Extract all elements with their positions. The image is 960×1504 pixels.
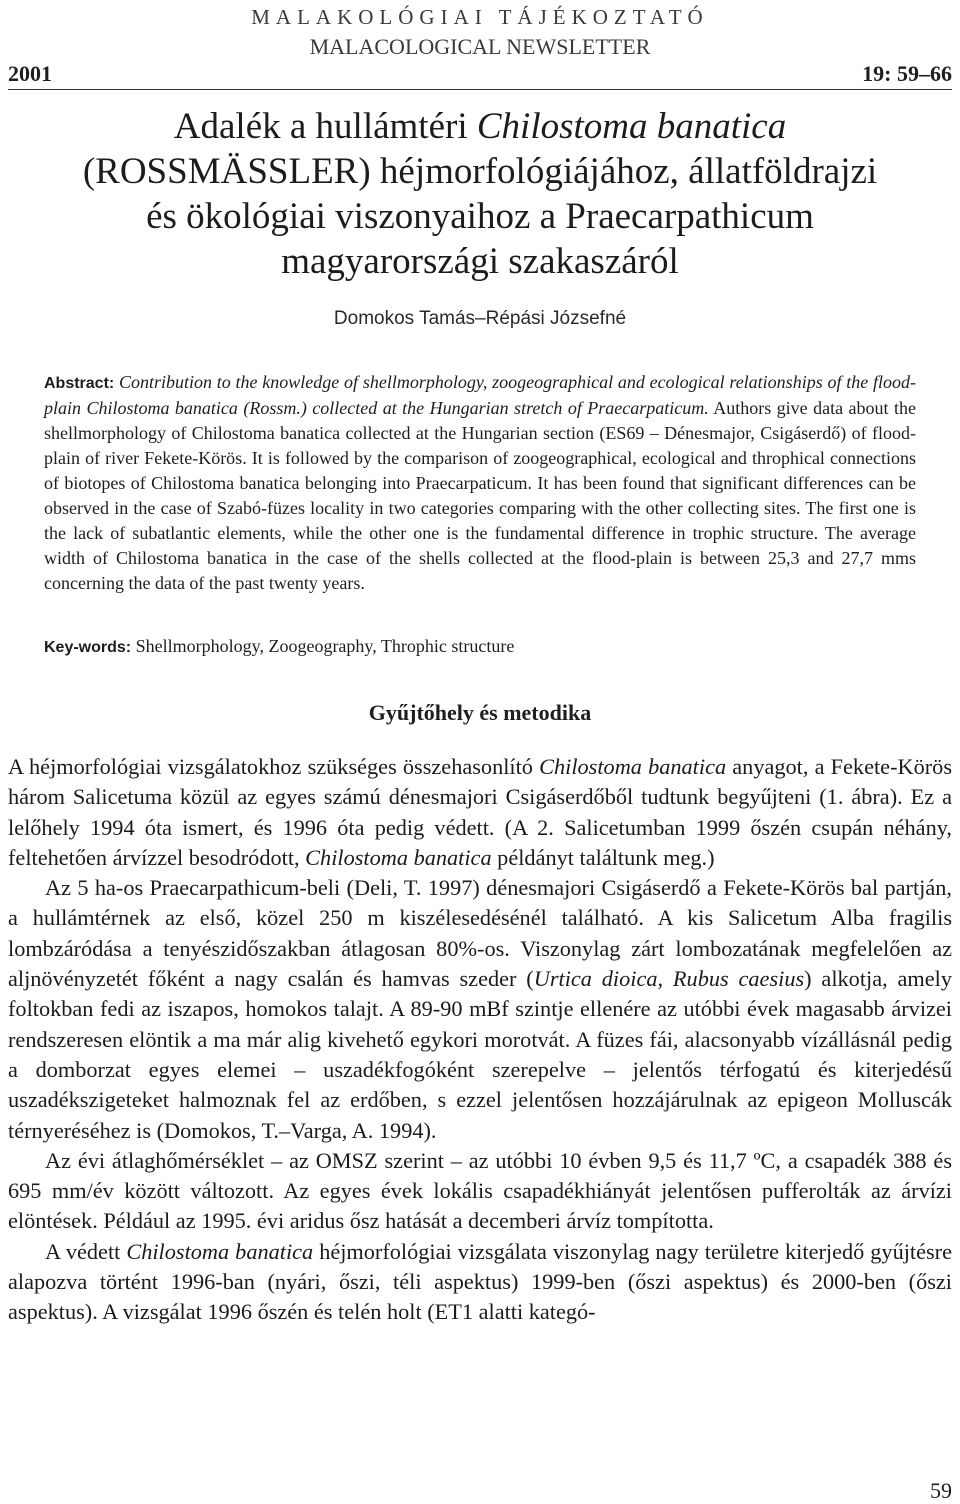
body-text bbox=[8, 752, 952, 1328]
p1-species-1: Chilostoma banatica bbox=[539, 754, 727, 779]
p1-text-c: példányt találtunk meg.) bbox=[491, 844, 715, 870]
keywords bbox=[44, 634, 916, 660]
p1-text-a: A héjmorfológiai vizsgálatokhoz szükséges összehasonlító bbox=[8, 754, 540, 779]
paragraph-4 bbox=[8, 1237, 952, 1328]
issue-year: 2001 bbox=[8, 61, 52, 86]
title-line-1 bbox=[0, 104, 960, 149]
title-line-1-text: Adalék a hullámtéri bbox=[173, 106, 477, 147]
section-heading: Gyűjtőhely és metodika bbox=[368, 700, 592, 725]
p1-species-2: Chilostoma banatica bbox=[305, 844, 492, 870]
title-species: Chilostoma banatica bbox=[476, 106, 787, 147]
p4-text-b: héjmorfológiai vizsgálata viszonylag nagy területre kiterjedő gyűjtésre alapozva történt 1996-ban (nyári, őszi, téli aspektus) 1999-ben (őszi aspektus) és 2000-ben (őszi aspektus). A vizsgálat 1996 őszén és telén holt (ET1 alatti kategó- bbox=[8, 1238, 952, 1325]
header-rule bbox=[8, 89, 952, 90]
abstract bbox=[44, 370, 916, 596]
page-number: 59 bbox=[930, 1478, 952, 1503]
journal-subtitle: MALACOLOGICAL NEWSLETTER bbox=[309, 34, 651, 59]
title-line-2: (ROSSMÄSSLER) héjmorfológiájához, állatföldrajzi bbox=[82, 151, 878, 192]
authors: Domokos Tamás–Répási Józsefné bbox=[333, 308, 627, 329]
paragraph-2 bbox=[8, 873, 952, 1146]
issue-pages: 19: 59–66 bbox=[862, 61, 952, 86]
paragraph-3: Az évi átlaghőmérséklet – az OMSZ szerint – az utóbbi 10 évben 9,5 és 11,7 ºC, a csapadék 388 és 695 mm/év között változott. Az egyes évek lokális csapadékhiányát jelentősen pufferolták az árvízi elöntések. Például az 1995. évi aridus ősz hatását a decemberi árvíz tompította. bbox=[8, 1147, 952, 1234]
keywords-text: Shellmorphology, Zoogeography, Throphic structure bbox=[131, 636, 515, 656]
p1-text-b: anyagot, a Fekete-Körös három Salicetuma közül az egyes számú dénesmajori Csigáserdőből tudtunk begyűjteni (1. ábra). Ez a lelőhely 1994 óta ismert, és 1996 óta pedig védett. (A 2. Salicetumban 1999 őszén csupán néhány, feltehetően árvízzel besodródott, bbox=[8, 754, 952, 870]
p2-text-b: ) alkotja, amely foltokban fedi az iszapos, homokos talajt. A 89-90 mBf szintje ellenére az utóbbi évek magasabb árvizei rendszeresen elöntik a ma már alig kivehető egykori morotvát. A füzes fái, alacsonyabb vízállásnál pedig a domborzat egyes elemei – uszadékfogóként szerepelve – jelentős térfogatú és kiterjedésű uszadékszigeteket halmoznak fel az erdőben, s ezzel jelentősen hozzájárulnak az epigeon Molluscák térnyeréséhez is (Domokos, T.–Varga, A. 1994). bbox=[8, 966, 952, 1143]
paragraph-1 bbox=[8, 752, 952, 873]
title-line-3: és ökológiai viszonyaihoz a Praecarpathicum bbox=[146, 196, 814, 237]
keywords-label: Key-words: bbox=[44, 639, 132, 656]
p4-species: Chilostoma banatica bbox=[126, 1238, 314, 1264]
abstract-label: Abstract: bbox=[44, 375, 115, 392]
p4-text-a: A védett bbox=[45, 1238, 127, 1264]
abstract-italic: Contribution to the knowledge of shellmorphology, zoogeographical and ecological relationships of the flood-plain Chilostoma banatica (Rossm.) collected at the Hungarian stretch of Praecarpaticum. bbox=[44, 372, 916, 418]
article-title bbox=[0, 104, 960, 284]
journal-title: MALAKOLÓGIAI TÁJÉKOZTATÓ bbox=[251, 5, 709, 29]
p2-species: Urtica dioica, Rubus caesius bbox=[533, 966, 805, 992]
abstract-text: Authors give data about the shellmorphology of Chilostoma banatica collected at the Hungarian section (ES69 – Dénesmajor, Csigáserdő) of flood-plain of river Fekete-Körös. It is followed by the comparison of zoogeographical, ecological and throphical connections of biotopes of Chilostoma banatica belonging into Praecarpaticum. It has been found that significant differences can be observed in the case of Szabó-füzes locality in two categories comparing with the other collecting sites. The first one is the lack of subatlantic elements, while the other one is the fundamental difference in trophic structure. The average width of Chilostoma banatica in the case of the shells collected at the flood-plain is between 25,3 and 27,7 mms concerning the data of the past twenty years. bbox=[44, 398, 916, 593]
p2-text-a: Az 5 ha-os Praecarpathicum-beli (Deli, T. 1997) dénesmajori Csigáserdő a Fekete-Körös bal partján, a hullámtérnek az első, közel 250 m kiszélesedésénél található. A kis Salicetum Alba fragilis lombzáródása a tenyészidőszakban átlagosan 80%-os. Viszonylag zárt lombozatának megfelelően az aljnövényzetét főként a nagy csalán és hamvas szeder ( bbox=[8, 875, 952, 992]
title-line-4: magyarországi szakaszáról bbox=[281, 241, 679, 282]
